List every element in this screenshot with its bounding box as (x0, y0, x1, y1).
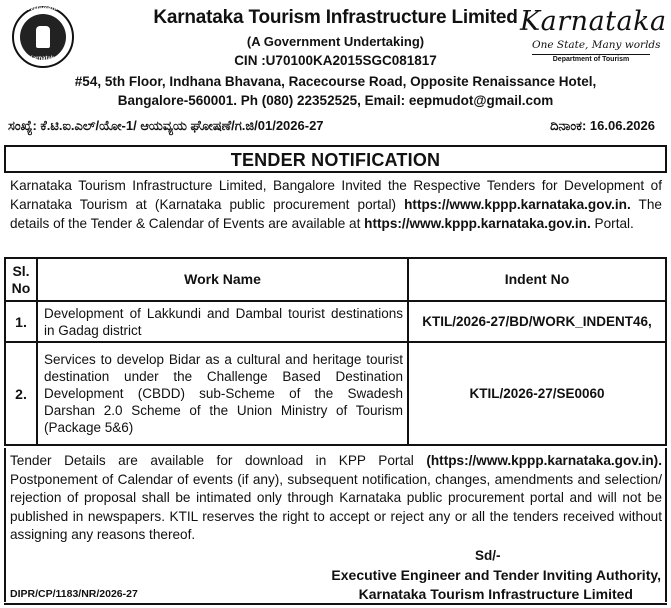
notice-title: TENDER NOTIFICATION (230, 150, 441, 170)
intro-text-2: The details of the Tender & Calendar of Events are available at (10, 197, 662, 231)
footer-text-1: Tender Details are available for download in KPP Portal (10, 453, 427, 468)
row-sl-no: 1. (5, 301, 37, 342)
frame-left-border (4, 448, 6, 602)
header-sl-no: Sl. No (5, 258, 37, 301)
frame-right-border (665, 448, 667, 602)
intro-paragraph (10, 176, 662, 233)
signed-mark: Sd/- (475, 548, 501, 563)
address-line-1: #54, 5th Floor, Indhana Bhavana, Racecourse Road, Opposite Renaissance Hotel, (74, 74, 597, 89)
tender-table (4, 257, 667, 446)
seal-text-bottom: Karnataka (28, 56, 58, 62)
row-indent-no: KTIL/2026-27/BD/WORK_INDENT46, (408, 301, 666, 342)
portal-link-2[interactable]: https://www.kppp.karnataka.gov.in. (364, 216, 591, 231)
logo-wordmark: Karnataka (520, 6, 667, 37)
reference-number: ಸಂಖ್ಯೆ: ಕೆ.ಟಿ.ಐ.ಎಲ್/ಯೋ-1/ ಆಯವ್ಯಯ ಘೋಷಣೆ/ಗ.ಜಿ/01/2026-27 (8, 118, 324, 133)
logo-tagline: One State, Many worlds (532, 39, 661, 51)
title-bar (4, 145, 667, 173)
frame-bottom-border (4, 603, 667, 605)
header-indent-no: Indent No (408, 258, 666, 301)
seal-text-top: Government of (21, 6, 65, 12)
organization-name: Karnataka Tourism Infrastructure Limited (153, 7, 518, 28)
organization-type: (A Government Undertaking) (246, 34, 425, 49)
organization-cin: CIN :U70100KA2015SGC081817 (234, 53, 437, 68)
intro-text-1: Karnataka Tourism Infrastructure Limited, Bangalore Invited the Respective Tenders for Development of Karnataka Tourism at (Karnataka public procurement portal) (10, 178, 662, 212)
dipr-reference: DIPR/CP/1183/NR/2026-27 (10, 588, 138, 600)
row-indent-no: KTIL/2026-27/SE0060 (408, 342, 666, 445)
reference-date: ದಿನಾಂಕ: 16.06.2026 (550, 118, 655, 133)
signatory-organization: Karnataka Tourism Infrastructure Limited (358, 586, 633, 602)
row-sl-no: 2. (5, 342, 37, 445)
table-row (5, 342, 666, 445)
portal-link-3[interactable]: (https://www.kppp.karnataka.gov.in). (426, 453, 662, 468)
row-work-name: Services to develop Bidar as a cultural and heritage tourist destination under the Challenge Based Destination Development (CBDD) sub-Scheme of the Swadesh Darshan 2.0 Scheme of the Union Ministry of Tourism (Package 5&6) (37, 342, 408, 445)
karnataka-tourism-logo (512, 6, 667, 66)
table-row (5, 301, 666, 342)
logo-department: Department of Tourism (532, 54, 650, 63)
footer-paragraph (10, 452, 662, 545)
address-line-2: Bangalore-560001. Ph (080) 22352525, Email: eepmudot@gmail.com (117, 93, 554, 108)
footer-text-2: Postponement of Calendar of events (if any), subsequent notification, changes, amendments and selection/ rejection of proposal shall be intimated only through Karnataka public procurement portal and will not be published in newspapers. KTIL reserves the right to accept or reject any or all the tenders received without assigning any reasons thereof. (10, 471, 662, 543)
intro-text-3: Portal. (590, 216, 634, 231)
header-work-name: Work Name (37, 258, 408, 301)
table-header-row (5, 258, 666, 301)
row-work-name: Development of Lakkundi and Dambal tourist destinations in Gadag district (37, 301, 408, 342)
portal-link-1[interactable]: https://www.kppp.karnataka.gov.in. (404, 197, 631, 212)
signatory-title: Executive Engineer and Tender Inviting Authority, (331, 567, 661, 583)
